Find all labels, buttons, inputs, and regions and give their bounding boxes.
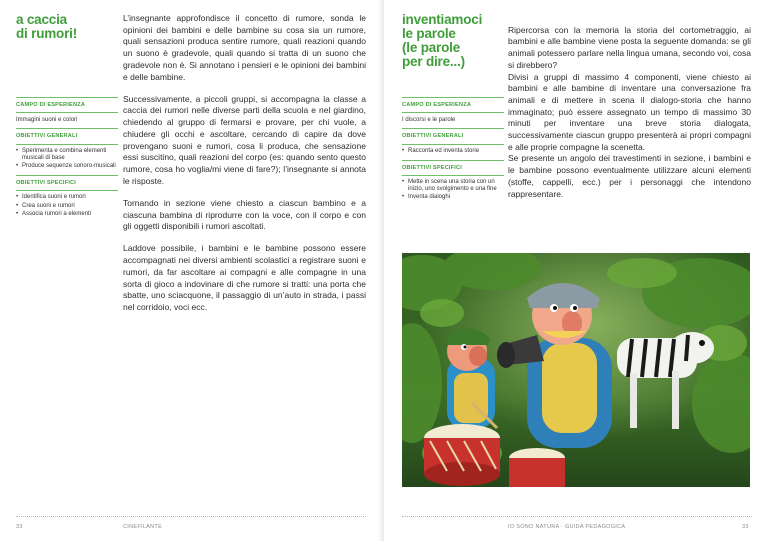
left-paragraph-1: L’insegnante approfondisce il concetto di rumore, sonda le opinioni dei bambini e delle bambine su cosa sia un rumore, quali sensazioni produca sentire rumore, quali reazioni quando un suono è gradevole, quali quando si tratta di un suono che gradevole non è. Si annotano i pensieri e le opinioni dei bambini e delle bambine.: [123, 13, 366, 82]
left-generali-list: [16, 145, 118, 176]
left-title-line-2: di rumori!: [16, 26, 77, 41]
right-title-line-2: le parole: [402, 26, 456, 41]
right-campo-text: I discorsi e le parole: [402, 117, 456, 124]
right-page-number: 33: [742, 524, 749, 530]
left-campo-text: Immagini suoni e colori: [16, 117, 78, 124]
right-sidebar: [402, 97, 504, 207]
right-body-text: [508, 13, 751, 222]
right-paragraph-1: Ripercorsa con la memoria la storia del cortometraggio, ai bambini e alle bambine viene posta la seguente domanda: se gli animali potessero parlare nella lingua umana, secondo voi, cosa si direbbero? Divisi a gruppi di massimo 4 componenti, viene chiesto ai bambini e alle bambine di inventare una conversazione fra animali e di mettere in scena il dialogo-storia che hanno immaginato; può essere assegnato un tempo di massimo 30 minuti per inventare una breve storia dialogata, successivamente ciascun gruppo presenterà ai propri compagni e alle proprie compagne la scenetta. Se presente un angolo dei travestimenti in sezione, i bambini e le bambine possono eventualmente utilizzare alcuni elementi (stoffe, cappelli, ecc.) per i personaggi che intendono rappresentare.: [508, 24, 751, 199]
list-item: • Sperimenta e combina elementi musicali di base: [16, 148, 118, 162]
left-campo-heading: CAMPO DI ESPERIENZA: [16, 102, 86, 108]
right-campo-heading: CAMPO DI ESPERIENZA: [402, 102, 472, 108]
right-generali-heading: OBIETTIVI GENERALI: [402, 133, 464, 140]
list-item: • Produce sequenze sonoro-musicali: [16, 163, 118, 170]
list-item: • Crea suoni e rumori: [16, 203, 118, 210]
list-item: • Identifica suoni e rumori: [16, 194, 118, 201]
left-footer-label: CINEFILANTE: [123, 524, 163, 530]
left-sidebar: [16, 97, 118, 223]
left-paragraph-3: Tornando in sezione viene chiesto a ciascun bambino e a ciascuna bambina di riprodurre con la voce, con il corpo e con gli oggetti disponibili i rumori ascoltati.: [123, 197, 366, 232]
right-footer-rule: [402, 516, 752, 517]
left-specifici-list: [16, 191, 118, 223]
left-generali-heading: OBIETTIVI GENERALI: [16, 133, 78, 140]
right-specifici-heading: OBIETTIVI SPECIFICI: [402, 164, 463, 171]
left-body-text: [123, 13, 366, 324]
left-section-title: [16, 13, 77, 41]
right-title-line-3: (le parole: [402, 40, 461, 55]
left-paragraph-2: Successivamente, a piccoli gruppi, si accompagna la classe a caccia dei rumori nelle diverse parti della scuola e nel giardino, chiedendo al gruppo di fermarsi e provare, per chi vuole, a chiudere gli occhi e ascoltare, cercando di capire da dove provengano suoni e rumori, cosa li produca, che sensazione essi suscitino, quali reazioni del corpo (es: quando sento questo rumore, cosa ho voglia/mi viene di fare?); l’insegnante si annota le risposte.: [123, 93, 366, 186]
right-generali-list: [402, 145, 504, 160]
list-item: • Inventa dialoghi: [402, 194, 504, 201]
right-specifici-list: [402, 176, 504, 207]
list-item: • Associa rumori a elementi: [16, 211, 118, 218]
list-item: • Mette in scena una storia con un inizio, uno svolgimento e una fine: [402, 179, 504, 193]
list-item: • Racconta ed inventa storie: [402, 148, 504, 155]
left-specifici-heading: OBIETTIVI SPECIFICI: [16, 180, 77, 187]
left-page-number: 33: [16, 524, 23, 530]
right-title-line-1: inventiamoci: [402, 12, 483, 27]
right-footer-label: IO SONO NATURA · GUIDA PEDAGOGICA: [508, 524, 626, 530]
left-footer-rule: [16, 516, 366, 517]
right-section-title: [402, 13, 482, 69]
left-paragraph-4: Laddove possibile, i bambini e le bambine possono essere accompagnati nei diversi ambienti scolastici a registrare suoni e rumori, da far ascoltare ai compagni e alle compagne in una sorta di gioco a indovinare di che rumore si tratti: una porta che sbatte, uno sciacquone, il passaggio di un’auto in strada, i passi nel corridoio, voci ecc.: [123, 243, 366, 312]
right-title-line-4: per dire...): [402, 54, 465, 69]
left-title-line-1: a caccia: [16, 12, 67, 27]
film-still-photo: [402, 253, 750, 487]
